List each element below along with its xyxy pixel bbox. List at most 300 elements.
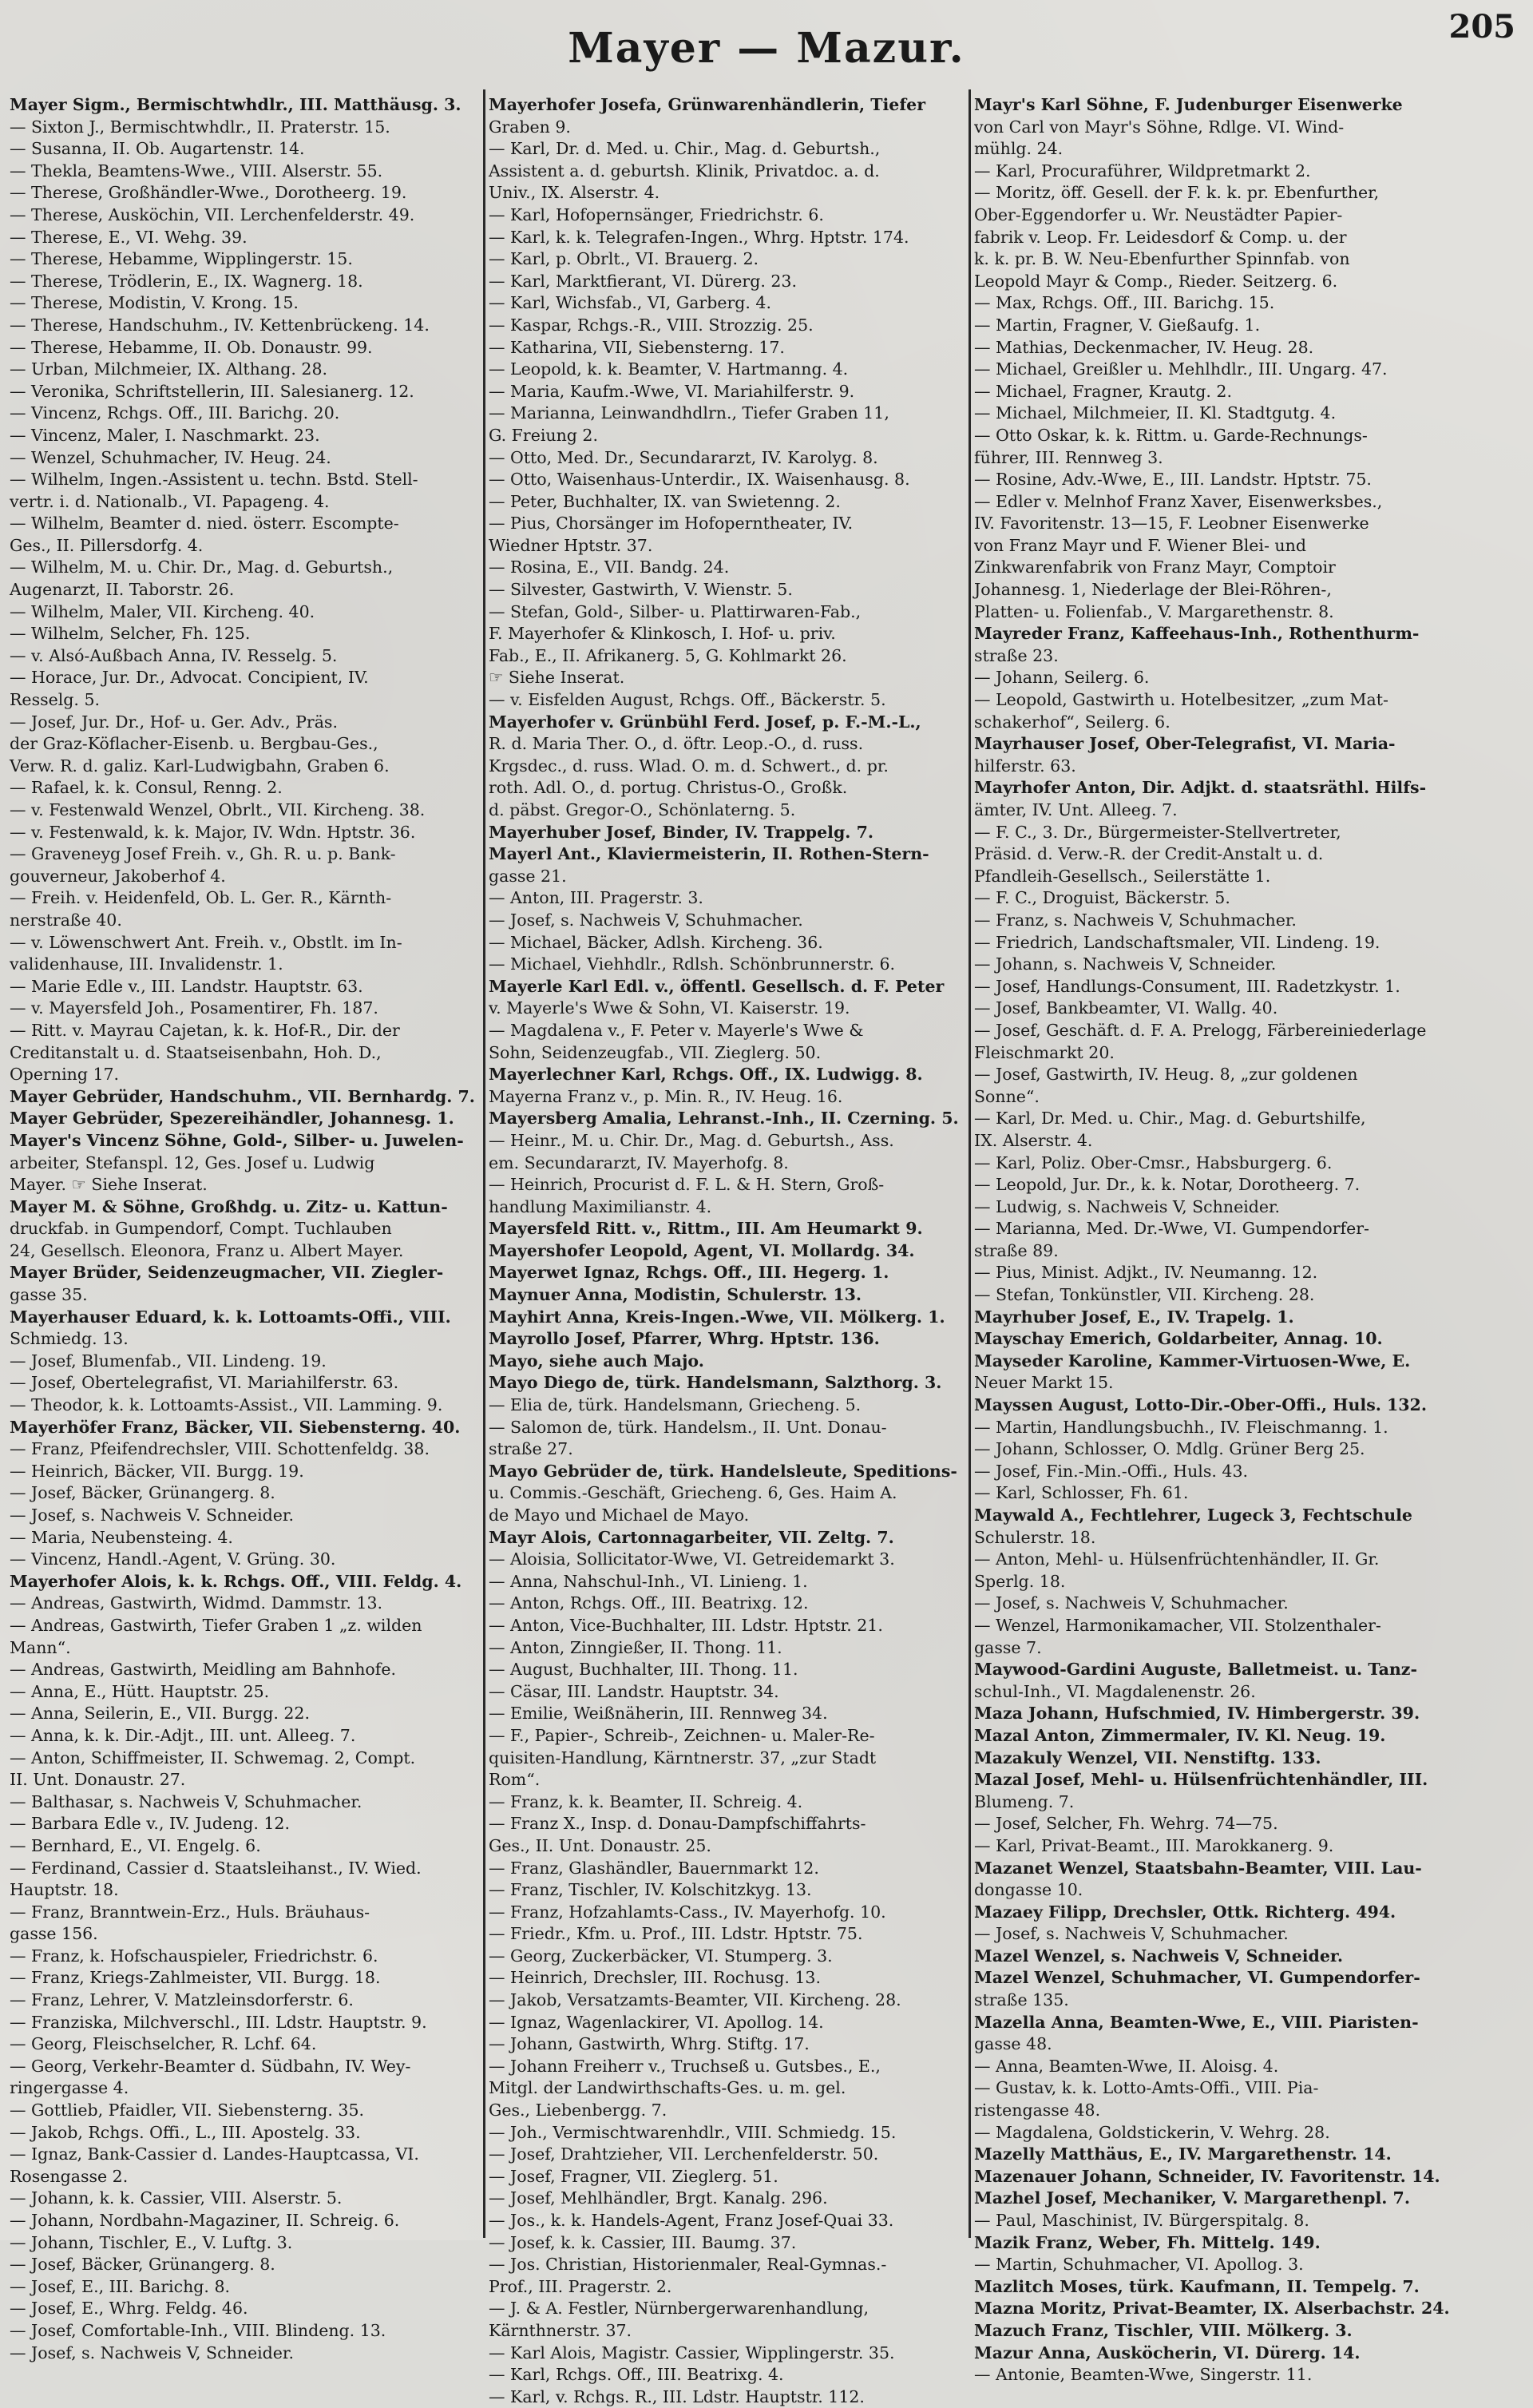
directory-entry-line: — Gustav, k. k. Lotto-Amts-Offi., VIII. Pia- bbox=[974, 2078, 1319, 2098]
directory-entry-line: — Wilhelm, Beamter d. nied. österr. Escompte- bbox=[10, 514, 399, 534]
directory-entry-line: — Anton, Mehl- u. Hülsenfrüchtenhändler, II. Gr. bbox=[974, 1549, 1380, 1569]
directory-entry-line: Ober-Eggendorfer u. Wr. Neustädter Papier- bbox=[974, 204, 1343, 224]
directory-entry-line: Mayhirt Anna, Kreis-Ingen.-Wwe, VII. Mölkerg. 1. bbox=[489, 1307, 945, 1327]
directory-entry-line: — Leopold, Gastwirth u. Hotelbesitzer, „zum Mat- bbox=[974, 690, 1388, 710]
directory-entry-line: Mayreder Franz, Kaffeehaus-Inh., Rothenthurm- bbox=[974, 624, 1420, 644]
directory-entry-line: — Marianna, Leinwandhdlrn., Tiefer Graben 11, bbox=[489, 403, 889, 423]
directory-entry-line: Mayrhauser Josef, Ober-Telegrafist, VI. Maria- bbox=[974, 734, 1396, 754]
directory-entry-line: gasse 48. bbox=[974, 2034, 1052, 2054]
directory-entry-line: — Moritz, öff. Gesell. der F. k. k. pr. Ebenfurther, bbox=[974, 183, 1380, 203]
directory-entry-line: k. k. pr. B. W. Neu-Ebenfurther Spinnfab. von bbox=[974, 249, 1350, 269]
directory-entry-line: Mayrhofer Anton, Dir. Adjkt. d. staatsräthl. Hilfs- bbox=[974, 778, 1427, 798]
directory-entry-line: — Franz, Hofzahlamts-Cass., IV. Mayerhofg. 10. bbox=[489, 1902, 886, 1922]
directory-entry-line: Fleischmarkt 20. bbox=[974, 1042, 1115, 1062]
directory-entry-line: — Sixton J., Bermischtwhdlr., II. Praterstr. 15. bbox=[10, 117, 390, 137]
directory-entry-line: F. Mayerhofer & Klinkosch, I. Hof- u. priv. bbox=[489, 624, 836, 644]
directory-entry-line: — Leopold, k. k. Beamter, V. Hartmanng. 4. bbox=[489, 359, 849, 379]
directory-entry-line: Krgsdec., d. russ. Wlad. O. m. d. Schwert., d. pr. bbox=[489, 756, 889, 776]
directory-entry-line: — Anton, Vice-Buchhalter, III. Ldstr. Hptstr. 21. bbox=[489, 1615, 883, 1635]
directory-entry-line: Assistent a. d. geburtsh. Klinik, Privatdoc. a. d. bbox=[489, 161, 880, 181]
directory-entry-line: Blumeng. 7. bbox=[974, 1791, 1075, 1811]
directory-entry-line: — Karl, k. k. Telegrafen-Ingen., Whrg. Hptstr. 174. bbox=[489, 227, 909, 247]
directory-entry-line: — Rosina, E., VII. Bandg. 24. bbox=[489, 557, 730, 577]
directory-entry-line: von Carl von Mayr's Söhne, Rdlge. VI. Wind- bbox=[974, 117, 1345, 137]
directory-entry-line: Mayerhauser Eduard, k. k. Lottoamts-Offi., VIII. bbox=[10, 1307, 451, 1327]
directory-entry-line: — August, Buchhalter, III. Thong. 11. bbox=[489, 1660, 798, 1680]
directory-entry-line: — Georg, Zuckerbäcker, VI. Stumperg. 3. bbox=[489, 1946, 833, 1966]
directory-entry-line: — Wenzel, Schuhmacher, IV. Heug. 24. bbox=[10, 447, 331, 467]
directory-entry-line: validenhause, III. Invalidenstr. 1. bbox=[10, 954, 283, 974]
directory-entry-line: — Karl, p. Obrlt., VI. Brauerg. 2. bbox=[489, 249, 759, 269]
directory-entry-line: der Graz-Köflacher-Eisenb. u. Bergbau-Ges., bbox=[10, 734, 378, 754]
directory-entry-line: Mazel Wenzel, s. Nachweis V, Schneider. bbox=[974, 1946, 1343, 1966]
directory-entry-line: — Jos., k. k. Handels-Agent, Franz Josef-Quai 33. bbox=[489, 2211, 894, 2230]
directory-entry-line: — Otto Oskar, k. k. Rittm. u. Garde-Rechnungs- bbox=[974, 425, 1368, 445]
directory-entry-line: handlung Maximilianstr. 4. bbox=[489, 1196, 712, 1216]
directory-entry-line: — Anna, k. k. Dir.-Adjt., III. unt. Alleeg. 7. bbox=[10, 1725, 356, 1745]
directory-entry-line: Pfandleih-Gesellsch., Seilerstätte 1. bbox=[974, 866, 1271, 886]
directory-entry-line: ☞ Siehe Inserat. bbox=[489, 668, 625, 688]
directory-entry-line: Mayer's Vincenz Söhne, Gold-, Silber- u. Juwelen- bbox=[10, 1130, 464, 1150]
directory-entry-line: Zinkwarenfabrik von Franz Mayr, Comptoir bbox=[974, 557, 1336, 577]
directory-entry-line: — Franz, Pfeifendrechsler, VIII. Schottenfeldg. 38. bbox=[10, 1439, 430, 1459]
directory-entry-line: — Balthasar, s. Nachweis V, Schuhmacher. bbox=[10, 1791, 362, 1811]
directory-entry-line: — Franz, Glashändler, Bauernmarkt 12. bbox=[489, 1858, 819, 1878]
directory-entry-line: Creditanstalt u. d. Staatseisenbahn, Hoh. D., bbox=[10, 1042, 382, 1062]
directory-entry-line: — Andreas, Gastwirth, Tiefer Graben 1 „z. wilden bbox=[10, 1615, 422, 1635]
directory-entry-line: Mayrollo Josef, Pfarrer, Whrg. Hptstr. 136. bbox=[489, 1329, 880, 1349]
directory-entry-line: — Rafael, k. k. Consul, Renng. 2. bbox=[10, 778, 283, 798]
directory-entry-line: — v. Eisfelden August, Rchgs. Off., Bäckerstr. 5. bbox=[489, 690, 886, 710]
directory-entry-line: — Ferdinand, Cassier d. Staatsleihanst., IV. Wied. bbox=[10, 1858, 422, 1878]
directory-entry-line: — Franz, Lehrer, V. Matzleinsdorferstr. 6. bbox=[10, 1990, 354, 2010]
directory-entry-line: — Antonie, Beamten-Wwe, Singerstr. 11. bbox=[974, 2365, 1313, 2385]
directory-entry-line: Mayo Gebrüder de, türk. Handelsleute, Speditions- bbox=[489, 1461, 957, 1481]
directory-entry-line: — Ignaz, Wagenlackirer, VI. Apollog. 14. bbox=[489, 2012, 824, 2032]
directory-entry-line: — Anton, Zinngießer, II. Thong. 11. bbox=[489, 1637, 782, 1657]
directory-entry-line: — Karl, Privat-Beamt., III. Marokkanerg. 9. bbox=[974, 1835, 1334, 1855]
directory-entry-line: — Salomon de, türk. Handelsm., II. Unt. Donau- bbox=[489, 1417, 887, 1437]
directory-entry-line: Mazal Anton, Zimmermaler, IV. Kl. Neug. 19. bbox=[974, 1725, 1386, 1745]
directory-entry-line: — Michael, Viehhdlr., Rdlsh. Schönbrunnerstr. 6. bbox=[489, 954, 896, 974]
directory-entry-line: Präsid. d. Verw.-R. der Credit-Anstalt u. d. bbox=[974, 844, 1324, 864]
directory-entry-line: Mayerwet Ignaz, Rchgs. Off., III. Hegerg. 1. bbox=[489, 1263, 889, 1283]
directory-entry-line: Mazenauer Johann, Schneider, IV. Favoritenstr. 14. bbox=[974, 2166, 1440, 2186]
directory-entry-line: Mayr's Karl Söhne, F. Judenburger Eisenwerke bbox=[974, 95, 1403, 114]
directory-entry-line: — F. C., Droguist, Bäckerstr. 5. bbox=[974, 888, 1230, 908]
directory-entry-line: Mayer M. & Söhne, Großhdg. u. Zitz- u. Kattun- bbox=[10, 1196, 448, 1216]
directory-entry-line: Platten- u. Folienfab., V. Margarethenstr. 8. bbox=[974, 601, 1334, 621]
directory-entry-line: — Friedr., Kfm. u. Prof., III. Ldstr. Hptstr. 75. bbox=[489, 1924, 863, 1944]
directory-entry-line: Mayerl Ant., Klaviermeisterin, II. Rothen-Stern- bbox=[489, 844, 929, 864]
directory-entry-line: straße 135. bbox=[974, 1990, 1069, 2010]
directory-entry-line: Maywald A., Fechtlehrer, Lugeck 3, Fechtschule bbox=[974, 1505, 1412, 1525]
directory-entry-line: — Johann, Seilerg. 6. bbox=[974, 668, 1150, 688]
directory-entry-line: — Magdalena v., F. Peter v. Mayerle's Wwe & bbox=[489, 1020, 864, 1040]
directory-entry-line: — Karl, Dr. Med. u. Chir., Mag. d. Geburtshilfe, bbox=[974, 1109, 1366, 1129]
directory-entry-line: — Wilhelm, Maler, VII. Kircheng. 40. bbox=[10, 601, 315, 621]
directory-entry-line: — Michael, Greißler u. Mehlhdlr., III. Ungarg. 47. bbox=[974, 359, 1388, 379]
directory-entry-line: — Franz, s. Nachweis V, Schuhmacher. bbox=[974, 910, 1297, 930]
directory-entry-line: Prof., III. Pragerstr. 2. bbox=[489, 2276, 672, 2296]
directory-entry-line: — Georg, Verkehr-Beamter d. Südbahn, IV. Wey- bbox=[10, 2056, 411, 2076]
column-divider bbox=[483, 89, 485, 2238]
directory-entry-line: — Josef, Bäcker, Grünangerg. 8. bbox=[10, 1483, 275, 1503]
directory-entry-line: — Franziska, Milchverschl., III. Ldstr. Hauptstr. 9. bbox=[10, 2012, 427, 2032]
directory-entry-line: Ges., Liebenbergg. 7. bbox=[489, 2101, 667, 2120]
directory-entry-line: — Johann, Nordbahn-Magaziner, II. Schreig. 6. bbox=[10, 2211, 400, 2230]
directory-entry-line: — Jakob, Versatzamts-Beamter, VII. Kircheng. 28. bbox=[489, 1990, 901, 2010]
directory-entry-line: — Franz, Tischler, IV. Kolschitzkyg. 13. bbox=[489, 1880, 812, 1900]
directory-entry-line: — Martin, Fragner, V. Gießaufg. 1. bbox=[974, 315, 1261, 335]
directory-entry-line: — Vincenz, Rchgs. Off., III. Barichg. 20. bbox=[10, 403, 340, 423]
directory-entry-line: — Anna, Beamten-Wwe, II. Aloisg. 4. bbox=[974, 2056, 1279, 2076]
directory-entry-line: Ges., II. Pillersdorfg. 4. bbox=[10, 535, 204, 555]
directory-entry-line: Mayerna Franz v., p. Min. R., IV. Heug. 16. bbox=[489, 1086, 843, 1106]
directory-entry-line: — Therese, Handschuhm., IV. Kettenbrückeng. 14. bbox=[10, 315, 430, 335]
directory-entry-line: — Josef, Bankbeamter, VI. Wallg. 40. bbox=[974, 998, 1278, 1018]
directory-entry-line: Maynuer Anna, Modistin, Schulerstr. 13. bbox=[489, 1285, 862, 1305]
directory-entry-line: Mazanet Wenzel, Staatsbahn-Beamter, VIII. Lau- bbox=[974, 1858, 1422, 1878]
directory-entry-line: Operning 17. bbox=[10, 1065, 120, 1085]
directory-entry-line: — Maria, Neubensteing. 4. bbox=[10, 1527, 233, 1547]
directory-entry-line: — Freih. v. Heidenfeld, Ob. L. Ger. R., Kärnth- bbox=[10, 888, 392, 908]
directory-entry-line: u. Commis.-Geschäft, Griecheng. 6, Ges. Haim A. bbox=[489, 1483, 897, 1503]
directory-entry-line: Mayerhöfer Franz, Bäcker, VII. Siebensterng. 40. bbox=[10, 1417, 461, 1437]
directory-entry-line: Mann“. bbox=[10, 1637, 71, 1657]
directory-entry-line: Wiedner Hptstr. 37. bbox=[489, 535, 653, 555]
directory-entry-line: — Josef, Jur. Dr., Hof- u. Ger. Adv., Präs. bbox=[10, 712, 338, 732]
directory-entry-line: von Franz Mayr und F. Wiener Blei- und bbox=[974, 535, 1306, 555]
directory-entry-line: — Josef, Handlungs-Consument, III. Radetzkystr. 1. bbox=[974, 976, 1400, 996]
directory-entry-line: Resselg. 5. bbox=[10, 690, 101, 710]
directory-entry-line: — Wilhelm, Ingen.-Assistent u. techn. Bstd. Stell- bbox=[10, 470, 418, 490]
directory-entry-line: Mayersberg Amalia, Lehranst.-Inh., II. Czerning. 5. bbox=[489, 1109, 959, 1129]
directory-entry-line: — F. C., 3. Dr., Bürgermeister-Stellvertreter, bbox=[974, 822, 1341, 842]
directory-entry-line: — Karl Alois, Magistr. Cassier, Wipplingerstr. 35. bbox=[489, 2343, 895, 2362]
directory-entry-line: — Jakob, Rchgs. Offi., L., III. Apostelg. 33. bbox=[10, 2122, 361, 2142]
directory-entry-line: Rom“. bbox=[489, 1770, 541, 1790]
directory-entry-line: — Emilie, Weißnäherin, III. Rennweg 34. bbox=[489, 1704, 828, 1724]
directory-entry-line: — Anna, E., Hütt. Hauptstr. 25. bbox=[10, 1681, 270, 1701]
directory-entry-line: — Friedrich, Landschaftsmaler, VII. Lindeng. 19. bbox=[974, 932, 1380, 952]
directory-entry-line: — Edler v. Melnhof Franz Xaver, Eisenwerksbes., bbox=[974, 491, 1383, 511]
directory-entry-line: — Georg, Fleischselcher, R. Lchf. 64. bbox=[10, 2034, 317, 2054]
directory-entry-line: — v. Festenwald Wenzel, Obrlt., VII. Kircheng. 38. bbox=[10, 800, 426, 819]
directory-entry-line: Mazuch Franz, Tischler, VIII. Mölkerg. 3. bbox=[974, 2320, 1353, 2340]
directory-entry-line: Mayer Brüder, Seidenzeugmacher, VII. Ziegler- bbox=[10, 1263, 444, 1283]
directory-entry-line: Fab., E., II. Afrikanerg. 5, G. Kohlmarkt 26. bbox=[489, 645, 847, 665]
directory-entry-line: gasse 21. bbox=[489, 866, 567, 886]
directory-entry-line: Mayersfeld Ritt. v., Rittm., III. Am Heumarkt 9. bbox=[489, 1219, 923, 1239]
directory-entry-line: — Magdalena, Goldstickerin, V. Wehrg. 28. bbox=[974, 2122, 1330, 2142]
directory-entry-line: — v. Löwenschwert Ant. Freih. v., Obstlt. im In- bbox=[10, 932, 402, 952]
directory-entry-line: ringergasse 4. bbox=[10, 2078, 129, 2098]
directory-entry-line: — Heinrich, Drechsler, III. Rochusg. 13. bbox=[489, 1968, 821, 1988]
directory-entry-line: — Stefan, Gold-, Silber- u. Plattirwaren-Fab., bbox=[489, 601, 862, 621]
directory-entry-line: Mayseder Karoline, Kammer-Virtuosen-Wwe, E. bbox=[974, 1351, 1411, 1371]
directory-entry-line: — Josef, Blumenfab., VII. Lindeng. 19. bbox=[10, 1351, 327, 1371]
directory-entry-line: Mayrhuber Josef, E., IV. Trapelg. 1. bbox=[974, 1307, 1294, 1327]
directory-entry-line: — Johann, Tischler, E., V. Luftg. 3. bbox=[10, 2232, 293, 2252]
directory-entry-line: — Max, Rchgs. Off., III. Barichg. 15. bbox=[974, 293, 1275, 313]
directory-entry-line: — Stefan, Tonkünstler, VII. Kircheng. 28. bbox=[974, 1285, 1315, 1305]
directory-entry-line: ristengasse 48. bbox=[974, 2101, 1101, 2120]
directory-entry-line: schakerhof“, Seilerg. 6. bbox=[974, 712, 1171, 732]
directory-entry-line: roth. Adl. O., d. portug. Christus-O., Großk. bbox=[489, 778, 848, 798]
directory-entry-line: — Therese, Hebamme, Wipplingerstr. 15. bbox=[10, 249, 353, 269]
directory-entry-line: Mayershofer Leopold, Agent, VI. Mollardg. 34. bbox=[489, 1240, 915, 1260]
directory-entry-line: — v. Mayersfeld Joh., Posamentirer, Fh. 187. bbox=[10, 998, 378, 1018]
directory-entry-line: gasse 7. bbox=[974, 1637, 1042, 1657]
page-header bbox=[0, 0, 1533, 88]
directory-entry-line: — Karl, Rchgs. Off., III. Beatrixg. 4. bbox=[489, 2365, 784, 2385]
directory-entry-line: — Bernhard, E., VI. Engelg. 6. bbox=[10, 1835, 261, 1855]
directory-entry-line: — Karl, v. Rchgs. R., III. Ldstr. Hauptstr. 112. bbox=[489, 2386, 865, 2406]
directory-entry-line: Mazal Josef, Mehl- u. Hülsenfrüchtenhändler, III. bbox=[974, 1770, 1428, 1790]
directory-entry-line: — Johann, Gastwirth, Whrg. Stiftg. 17. bbox=[489, 2034, 810, 2054]
directory-entry-line: Mayer Gebrüder, Handschuhm., VII. Bernhardg. 7. bbox=[10, 1086, 475, 1106]
directory-entry-line: Schulerstr. 18. bbox=[974, 1527, 1096, 1547]
column-3 bbox=[974, 94, 1525, 2385]
directory-entry-line: — Theodor, k. k. Lottoamts-Assist., VII. Lamming. 9. bbox=[10, 1395, 443, 1415]
directory-entry-line: — v. Alsó-Außbach Anna, IV. Resselg. 5. bbox=[10, 645, 338, 665]
directory-entry-line: straße 89. bbox=[974, 1240, 1059, 1260]
directory-entry-line: Sperlg. 18. bbox=[974, 1571, 1066, 1591]
directory-entry-line: Mazaey Filipp, Drechsler, Ottk. Richterg. 494. bbox=[974, 1902, 1396, 1922]
directory-entry-line: — Katharina, VII, Siebensterng. 17. bbox=[489, 337, 785, 357]
directory-entry-line: — Mathias, Deckenmacher, IV. Heug. 28. bbox=[974, 337, 1314, 357]
directory-entry-line: Johannesg. 1, Niederlage der Blei-Röhren-, bbox=[974, 580, 1332, 600]
directory-entry-line: — Marie Edle v., III. Landstr. Hauptstr. 63. bbox=[10, 976, 363, 996]
directory-entry-line: dongasse 10. bbox=[974, 1880, 1083, 1900]
directory-entry-line: Mayr Alois, Cartonnagarbeiter, VII. Zeltg. 7. bbox=[489, 1527, 894, 1547]
directory-entry-line: — Joh., Vermischtwarenhdlr., VIII. Schmiedg. 15. bbox=[489, 2122, 897, 2142]
directory-entry-line: — Johann, Schlosser, O. Mdlg. Grüner Berg 25. bbox=[974, 1439, 1365, 1459]
directory-entry-line: Mazelly Matthäus, E., IV. Margarethenstr. 14. bbox=[974, 2144, 1392, 2164]
directory-entry-line: — Josef, s. Nachweis V, Schuhmacher. bbox=[974, 1593, 1289, 1613]
directory-entry-line: Mazur Anna, Ausköcherin, VI. Dürerg. 14. bbox=[974, 2343, 1361, 2362]
directory-entry-line: — Franz, k. k. Beamter, II. Schreig. 4. bbox=[489, 1791, 803, 1811]
directory-entry-line: — Josef, Fin.-Min.-Offi., Huls. 43. bbox=[974, 1461, 1249, 1481]
directory-entry-line: — Wilhelm, M. u. Chir. Dr., Mag. d. Geburtsh., bbox=[10, 557, 394, 577]
directory-entry-line: — Otto, Med. Dr., Secundararzt, IV. Karolyg. 8. bbox=[489, 447, 878, 467]
directory-entry-line: — Karl, Marktfierant, VI. Dürerg. 23. bbox=[489, 271, 797, 291]
directory-entry-line: Verw. R. d. galiz. Karl-Ludwigbahn, Graben 6. bbox=[10, 756, 390, 776]
directory-entry-line: Schmiedg. 13. bbox=[10, 1329, 129, 1349]
directory-entry-line: Ges., II. Unt. Donaustr. 25. bbox=[489, 1835, 711, 1855]
directory-entry-line: — Franz X., Insp. d. Donau-Dampfschiffahrts- bbox=[489, 1814, 866, 1834]
directory-entry-line: — Therese, E., VI. Wehg. 39. bbox=[10, 227, 248, 247]
directory-entry-line: — Johann, s. Nachweis V, Schneider. bbox=[974, 954, 1277, 974]
directory-entry-line: — Vincenz, Maler, I. Naschmarkt. 23. bbox=[10, 425, 320, 445]
directory-entry-line: — Therese, Ausköchin, VII. Lerchenfelderstr. 49. bbox=[10, 204, 415, 224]
directory-entry-line: quisiten-Handlung, Kärntnerstr. 37, „zur Stadt bbox=[489, 1747, 877, 1767]
directory-entry-line: hilferstr. 63. bbox=[974, 756, 1076, 776]
directory-entry-line: Augenarzt, II. Taborstr. 26. bbox=[10, 580, 235, 600]
directory-entry-line: — Anton, III. Pragerstr. 3. bbox=[489, 888, 703, 908]
directory-entry-line: — Therese, Großhändler-Wwe., Dorotheerg. 19. bbox=[10, 183, 407, 203]
directory-entry-line: — Franz, k. Hofschauspieler, Friedrichstr. 6. bbox=[10, 1946, 378, 1966]
directory-entry-line: — Ritt. v. Mayrau Cajetan, k. k. Hof-R., Dir. der bbox=[10, 1020, 400, 1040]
directory-entry-line: druckfab. in Gumpendorf, Compt. Tuchlauben bbox=[10, 1219, 392, 1239]
directory-entry-line: — Veronika, Schriftstellerin, III. Salesianerg. 12. bbox=[10, 381, 414, 401]
directory-entry-line: — Maria, Kaufm.-Wwe, VI. Mariahilferstr. 9. bbox=[489, 381, 855, 401]
column-divider bbox=[969, 89, 971, 2238]
directory-entry-line: d. päbst. Gregor-O., Schönlaterng. 5. bbox=[489, 800, 796, 819]
directory-entry-line: — Graveneyg Josef Freih. v., Gh. R. u. p. Bank- bbox=[10, 844, 396, 864]
directory-entry-line: Mazakuly Wenzel, VII. Nenstiftg. 133. bbox=[974, 1747, 1321, 1767]
directory-entry-line: — Heinr., M. u. Chir. Dr., Mag. d. Geburtsh., Ass. bbox=[489, 1130, 894, 1150]
directory-entry-line: — Marianna, Med. Dr.-Wwe, VI. Gumpendorfer- bbox=[974, 1219, 1369, 1239]
directory-entry-line: — Wilhelm, Selcher, Fh. 125. bbox=[10, 624, 251, 644]
directory-entry-line: Mayssen August, Lotto-Dir.-Ober-Offi., Huls. 132. bbox=[974, 1395, 1427, 1415]
directory-entry-line: — Josef, Gastwirth, IV. Heug. 8, „zur goldenen bbox=[974, 1065, 1358, 1085]
directory-entry-line: — Wenzel, Harmonikamacher, VII. Stolzenthaler- bbox=[974, 1615, 1381, 1635]
directory-entry-line: Mitgl. der Landwirthschafts-Ges. u. m. gel. bbox=[489, 2078, 846, 2098]
directory-entry-line: führer, III. Rennweg 3. bbox=[974, 447, 1163, 467]
directory-entry-line: Mayo, siehe auch Majo. bbox=[489, 1351, 704, 1371]
directory-entry-line: IV. Favoritenstr. 13—15, F. Leobner Eisenwerke bbox=[974, 514, 1369, 534]
directory-entry-line: mühlg. 24. bbox=[974, 139, 1064, 159]
directory-entry-line: — Josef, E., Whrg. Feldg. 46. bbox=[10, 2299, 248, 2319]
directory-entry-line: — Anna, Seilerin, E., VII. Burgg. 22. bbox=[10, 1704, 310, 1724]
directory-entry-line: Mayerlechner Karl, Rchgs. Off., IX. Ludwigg. 8. bbox=[489, 1065, 923, 1085]
directory-entry-line: Kärnthnerstr. 37. bbox=[489, 2320, 632, 2340]
directory-entry-line: Univ., IX. Alserstr. 4. bbox=[489, 183, 660, 203]
directory-entry-line: — Jos. Christian, Historienmaler, Real-Gymnas.- bbox=[489, 2255, 887, 2275]
directory-entry-line: Mayerhofer Alois, k. k. Rchgs. Off., VIII. Feldg. 4. bbox=[10, 1571, 462, 1591]
directory-entry-line: — Johann, k. k. Cassier, VIII. Alserstr. 5. bbox=[10, 2188, 343, 2208]
directory-entry-line: — Karl, Hofopernsänger, Friedrichstr. 6. bbox=[489, 204, 824, 224]
directory-entry-line: — Horace, Jur. Dr., Advocat. Concipient, IV. bbox=[10, 668, 369, 688]
directory-entry-line: gasse 156. bbox=[10, 1924, 98, 1944]
directory-entry-line: — Josef, Obertelegrafist, VI. Mariahilferstr. 63. bbox=[10, 1373, 399, 1393]
directory-entry-line: — Josef, s. Nachweis V. Schneider. bbox=[10, 1505, 294, 1525]
directory-entry-line: — Kaspar, Rchgs.-R., VIII. Strozzig. 25. bbox=[489, 315, 814, 335]
directory-entry-line: Leopold Mayr & Comp., Rieder. Seitzerg. 6. bbox=[974, 271, 1338, 291]
directory-entry-line: — F., Papier-, Schreib-, Zeichnen- u. Maler-Re- bbox=[489, 1725, 875, 1745]
directory-entry-line: — Elia de, türk. Handelsmann, Griecheng. 5. bbox=[489, 1395, 862, 1415]
directory-entry-line: — Josef, Geschäft. d. F. A. Prelogg, Färbereiniederlage bbox=[974, 1020, 1427, 1040]
directory-entry-line: Sonne“. bbox=[974, 1086, 1040, 1106]
directory-entry-line: arbeiter, Stefanspl. 12, Ges. Josef u. Ludwig bbox=[10, 1152, 375, 1172]
directory-entry-line: — Karl, Poliz. Ober-Cmsr., Habsburgerg. 6. bbox=[974, 1152, 1333, 1172]
directory-entry-line: — Thekla, Beamtens-Wwe., VIII. Alserstr. 55. bbox=[10, 161, 383, 181]
directory-entry-line: — J. & A. Festler, Nürnbergerwarenhandlung, bbox=[489, 2299, 869, 2319]
directory-entry-line: — Martin, Handlungsbuchh., IV. Fleischmanng. 1. bbox=[974, 1417, 1388, 1437]
directory-entry-line: — Pius, Minist. Adjkt., IV. Neumanng. 12. bbox=[974, 1263, 1318, 1283]
page-number: 205 bbox=[1448, 8, 1515, 46]
directory-entry-line: — Heinrich, Bäcker, VII. Burgg. 19. bbox=[10, 1461, 304, 1481]
directory-entry-line: — Johann Freiherr v., Truchseß u. Gutsbes., E., bbox=[489, 2056, 881, 2076]
directory-entry-line: — Franz, Branntwein-Erz., Huls. Bräuhaus- bbox=[10, 1902, 370, 1922]
directory-entry-line: IX. Alserstr. 4. bbox=[974, 1130, 1093, 1150]
directory-entry-line: — Ludwig, s. Nachweis V, Schneider. bbox=[974, 1196, 1281, 1216]
directory-entry-line: — Ignaz, Bank-Cassier d. Landes-Hauptcassa, VI. bbox=[10, 2144, 419, 2164]
directory-entry-line: — Andreas, Gastwirth, Widmd. Dammstr. 13. bbox=[10, 1593, 383, 1613]
column-2 bbox=[489, 94, 966, 2406]
directory-entry-line: gasse 35. bbox=[10, 1285, 88, 1305]
column-1 bbox=[10, 94, 481, 2362]
directory-entry-line: — Josef, s. Nachweis V, Schuhmacher. bbox=[974, 1924, 1289, 1944]
directory-entry-line: Rosengasse 2. bbox=[10, 2166, 129, 2186]
directory-entry-line: — Franz, Kriegs-Zahlmeister, VII. Burgg. 18. bbox=[10, 1968, 381, 1988]
directory-entry-line: Mayschay Emerich, Goldarbeiter, Annag. 10. bbox=[974, 1329, 1383, 1349]
directory-entry-line: Mazna Moritz, Privat-Beamter, IX. Alserbachstr. 24. bbox=[974, 2299, 1450, 2319]
directory-entry-line: — Josef, Comfortable-Inh., VIII. Blindeng. 13. bbox=[10, 2320, 386, 2340]
directory-entry-line: — Andreas, Gastwirth, Meidling am Bahnhofe. bbox=[10, 1660, 396, 1680]
directory-entry-line: Mayerhofer v. Grünbühl Ferd. Josef, p. F.-M.-L., bbox=[489, 712, 921, 732]
directory-entry-line: Mayer. ☞ Siehe Inserat. bbox=[10, 1175, 208, 1195]
directory-entry-line: — Pius, Chorsänger im Hofoperntheater, IV. bbox=[489, 514, 854, 534]
directory-entry-line: — Paul, Maschinist, IV. Bürgerspitalg. 8. bbox=[974, 2211, 1309, 2230]
directory-entry-line: — Josef, k. k. Cassier, III. Baumg. 37. bbox=[489, 2232, 797, 2252]
directory-entry-line: — Karl, Schlosser, Fh. 61. bbox=[974, 1483, 1189, 1503]
directory-entry-line: Mayer Gebrüder, Spezereihändler, Johannesg. 1. bbox=[10, 1109, 454, 1129]
directory-entry-line: straße 27. bbox=[489, 1439, 573, 1459]
directory-entry-line: — Josef, Selcher, Fh. Wehrg. 74—75. bbox=[974, 1814, 1278, 1834]
directory-entry-line: — Cäsar, III. Landstr. Hauptstr. 34. bbox=[489, 1681, 779, 1701]
directory-entry-line: — Michael, Milchmeier, II. Kl. Stadtgutg. 4. bbox=[974, 403, 1337, 423]
directory-entry-line: — Heinrich, Procurist d. F. L. & H. Stern, Groß- bbox=[489, 1175, 885, 1195]
directory-entry-line: — Michael, Bäcker, Adlsh. Kircheng. 36. bbox=[489, 932, 823, 952]
directory-entry-line: gouverneur, Jakoberhof 4. bbox=[10, 866, 226, 886]
directory-entry-line: — Josef, Drahtzieher, VII. Lerchenfelderstr. 50. bbox=[489, 2144, 879, 2164]
directory-entry-line: Mazhel Josef, Mechaniker, V. Margarethenpl. 7. bbox=[974, 2188, 1410, 2208]
directory-entry-line: — Josef, s. Nachweis V, Schneider. bbox=[10, 2343, 294, 2362]
directory-entry-line: ämter, IV. Unt. Alleeg. 7. bbox=[974, 800, 1178, 819]
directory-entry-line: — Otto, Waisenhaus-Unterdir., IX. Waisenhausg. 8. bbox=[489, 470, 910, 490]
directory-entry-line: — Peter, Buchhalter, IX. van Swietenng. 2. bbox=[489, 491, 841, 511]
directory-entry-line: Mazik Franz, Weber, Fh. Mittelg. 149. bbox=[974, 2232, 1321, 2252]
directory-entry-line: — Silvester, Gastwirth, V. Wienstr. 5. bbox=[489, 580, 793, 600]
directory-entry-line: Sohn, Seidenzeugfab., VII. Zieglerg. 50. bbox=[489, 1042, 822, 1062]
directory-entry-line: nerstraße 40. bbox=[10, 910, 122, 930]
directory-entry-line: straße 23. bbox=[974, 645, 1059, 665]
directory-entry-line: em. Secundararzt, IV. Mayerhofg. 8. bbox=[489, 1152, 789, 1172]
directory-entry-line: Mazella Anna, Beamten-Wwe, E., VIII. Piaristen- bbox=[974, 2012, 1419, 2032]
directory-entry-line: — Martin, Schuhmacher, VI. Apollog. 3. bbox=[974, 2255, 1304, 2275]
directory-entry-line: — Josef, s. Nachweis V, Schuhmacher. bbox=[489, 910, 803, 930]
directory-entry-line: — Aloisia, Sollicitator-Wwe, VI. Getreidemarkt 3. bbox=[489, 1549, 895, 1569]
directory-entry-line: — Vincenz, Handl.-Agent, V. Grüng. 30. bbox=[10, 1549, 336, 1569]
directory-entry-line: Mayo Diego de, türk. Handelsmann, Salzthorg. 3. bbox=[489, 1373, 942, 1393]
directory-entry-line: Mazel Wenzel, Schuhmacher, VI. Gumpendorfer- bbox=[974, 1968, 1420, 1988]
directory-entry-line: — Karl, Wichsfab., VI, Garberg. 4. bbox=[489, 293, 771, 313]
directory-entry-line: — Gottlieb, Pfaidler, VII. Siebensterng. 35. bbox=[10, 2101, 365, 2120]
directory-entry-line: — Michael, Fragner, Krautg. 2. bbox=[974, 381, 1232, 401]
directory-entry-line: — Josef, Fragner, VII. Zieglerg. 51. bbox=[489, 2166, 778, 2186]
directory-entry-line: — v. Festenwald, k. k. Major, IV. Wdn. Hptstr. 36. bbox=[10, 822, 416, 842]
directory-entry-line: G. Freiung 2. bbox=[489, 425, 598, 445]
directory-entry-line: R. d. Maria Ther. O., d. öftr. Leop.-O., d. russ. bbox=[489, 734, 864, 754]
directory-entry-line: schul-Inh., VI. Magdalenenstr. 26. bbox=[974, 1681, 1256, 1701]
directory-entry-line: — Josef, Bäcker, Grünangerg. 8. bbox=[10, 2255, 275, 2275]
directory-entry-line: — Karl, Procuraführer, Wildpretmarkt 2. bbox=[974, 161, 1311, 181]
directory-entry-line: — Therese, Modistin, V. Krong. 15. bbox=[10, 293, 299, 313]
directory-entry-line: II. Unt. Donaustr. 27. bbox=[10, 1770, 186, 1790]
directory-entry-line: — Josef, E., III. Barichg. 8. bbox=[10, 2276, 230, 2296]
directory-entry-line: — Susanna, II. Ob. Augartenstr. 14. bbox=[10, 139, 305, 159]
directory-entry-line: — Barbara Edle v., IV. Judeng. 12. bbox=[10, 1814, 290, 1834]
directory-entry-line: de Mayo und Michael de Mayo. bbox=[489, 1505, 750, 1525]
directory-entry-line: — Therese, Hebamme, II. Ob. Donaustr. 99. bbox=[10, 337, 373, 357]
directory-entry-line: fabrik v. Leop. Fr. Leidesdorf & Comp. u. der bbox=[974, 227, 1347, 247]
directory-entry-line: Mayerle Karl Edl. v., öffentl. Gesellsch. d. F. Peter bbox=[489, 976, 945, 996]
page-title: Mayer — Mazur. bbox=[568, 24, 965, 73]
directory-entry-line: Mayerhuber Josef, Binder, IV. Trappelg. 7. bbox=[489, 822, 873, 842]
